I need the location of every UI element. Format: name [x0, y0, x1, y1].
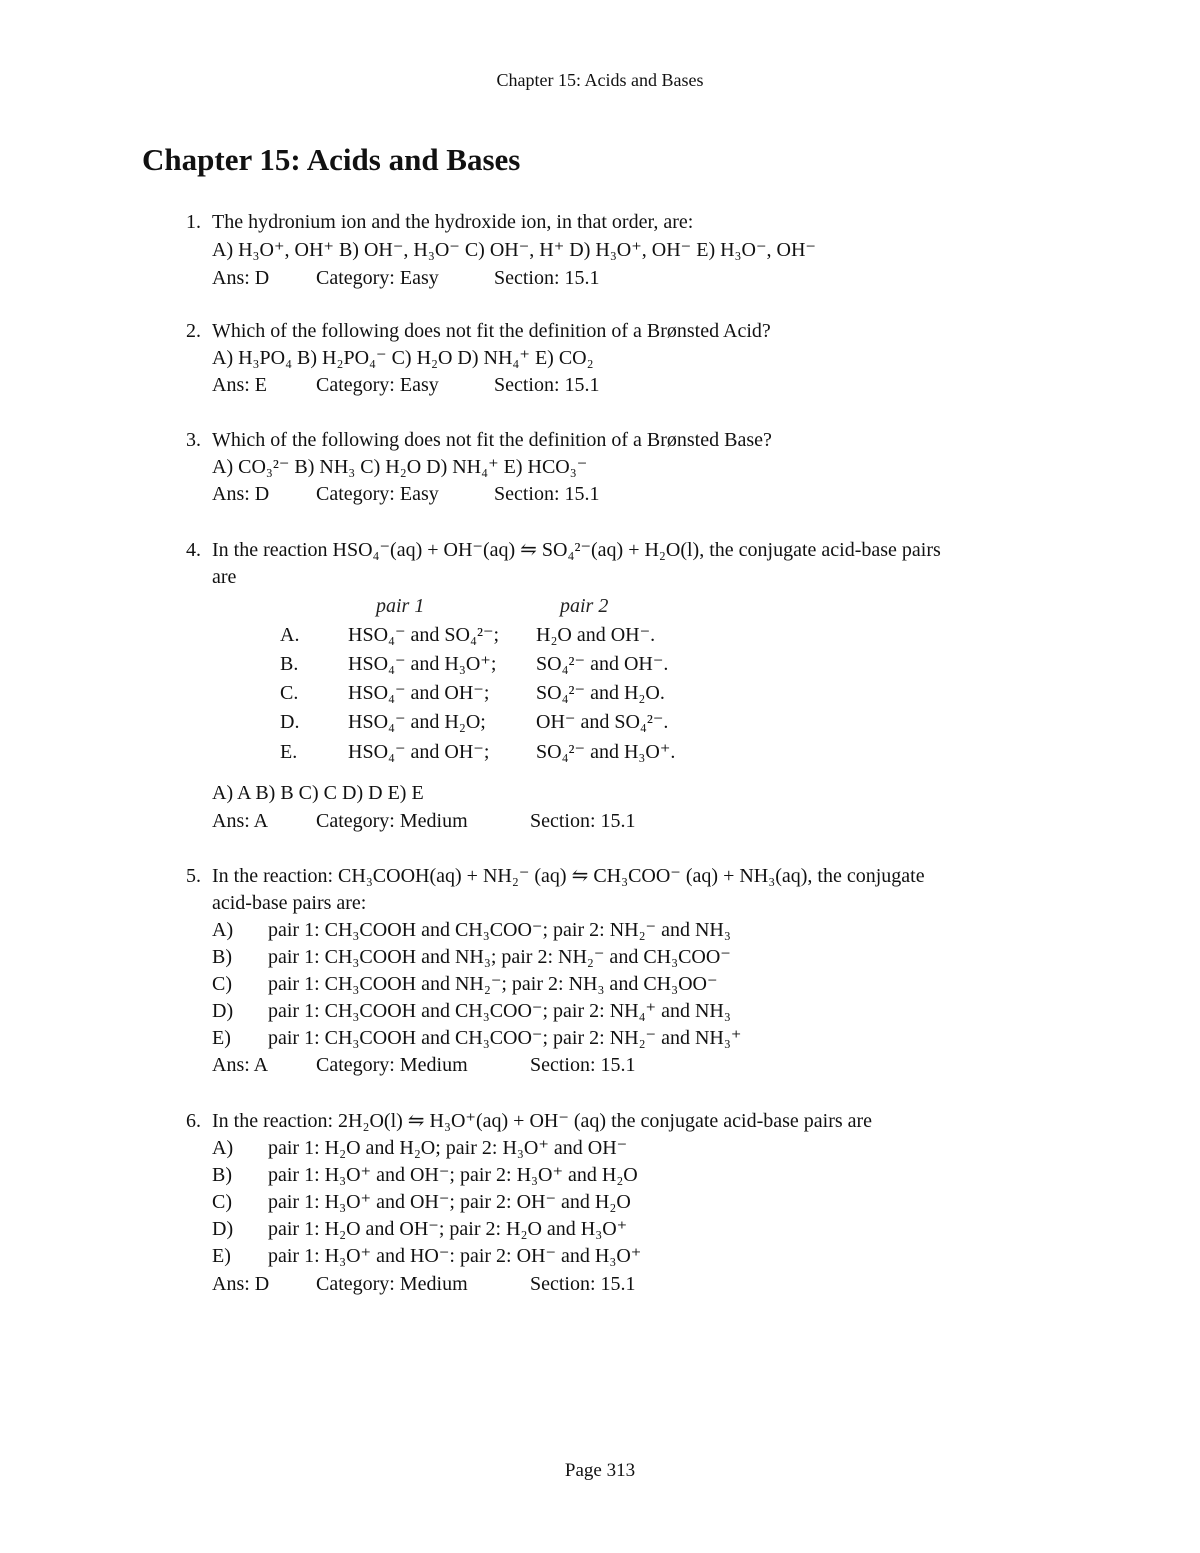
option-letter: C) — [212, 1191, 232, 1213]
option-text: pair 1: H₃O⁺ and OH⁻; pair 2: H₃O⁺ and H₂O — [268, 1164, 638, 1186]
option-text: pair 1: H₃O⁺ and HO⁻: pair 2: OH⁻ and H₃O⁺ — [268, 1245, 642, 1267]
category: Category: Medium — [316, 1273, 468, 1295]
section: Section: 15.1 — [494, 483, 600, 505]
question-5-number: 5. — [186, 865, 201, 887]
pair-2-header: pair 2 — [560, 595, 609, 617]
option-letter: E) — [212, 1245, 231, 1267]
question-4-number: 4. — [186, 539, 201, 561]
question-2-stem: Which of the following does not fit the definition of a Brønsted Acid? — [212, 320, 771, 342]
category: Category: Easy — [316, 267, 439, 289]
answer: Ans: D — [212, 267, 270, 289]
page-header: Chapter 15: Acids and Bases — [496, 70, 704, 90]
question-5-stem-line-2: acid-base pairs are: — [212, 892, 367, 914]
answer: Ans: D — [212, 1273, 270, 1295]
table-row-pair-2: OH⁻ and SO₄²⁻. — [536, 711, 669, 733]
table-row-pair-2: H₂O and OH⁻. — [536, 624, 656, 646]
table-row-pair-2: SO₄²⁻ and OH⁻. — [536, 653, 669, 675]
question-1-number: 1. — [186, 211, 201, 233]
answer: Ans: A — [212, 1054, 269, 1076]
question-4-stem-line-2: are — [212, 566, 237, 588]
category: Category: Medium — [316, 1054, 468, 1076]
answer: Ans: A — [212, 810, 269, 832]
option-letter: A) — [212, 1137, 234, 1159]
question-6-number: 6. — [186, 1110, 201, 1132]
option-letter: E) — [212, 1027, 231, 1049]
pair-1-header: pair 1 — [376, 595, 425, 617]
table-row-pair-1: HSO₄⁻ and SO₄²⁻; — [348, 624, 500, 646]
table-row-pair-2: SO₄²⁻ and H₂O. — [536, 682, 665, 704]
option-text: pair 1: CH₃COOH and CH₃COO⁻; pair 2: NH₄⁺ and NH₃ — [268, 1000, 731, 1022]
table-row-pair-1: HSO₄⁻ and H₃O⁺; — [348, 653, 497, 675]
question-3-answer-line — [212, 481, 600, 508]
option-text: pair 1: CH₃COOH and CH₃COO⁻; pair 2: NH₂⁻ and NH₃ — [268, 919, 731, 941]
question-2-answer-line — [212, 372, 600, 399]
table-row-letter: C. — [280, 682, 299, 704]
option-letter: B) — [212, 1164, 232, 1186]
question-6-stem: In the reaction: 2H₂O(l) ⇋ H₃O⁺(aq) + OH⁻ (aq) the conjugate acid-base pairs are — [212, 1110, 873, 1132]
option-letter: C) — [212, 973, 232, 995]
option-letter: B) — [212, 946, 232, 968]
question-2-choices: A) H₃PO₄ B) H₂PO₄⁻ C) H₂O D) NH₄⁺ E) CO₂ — [212, 347, 594, 369]
table-row-letter: D. — [280, 711, 300, 733]
option-text: pair 1: H₂O and H₂O; pair 2: H₃O⁺ and OH⁻ — [268, 1137, 628, 1159]
question-3-stem: Which of the following does not fit the definition of a Brønsted Base? — [212, 429, 772, 451]
table-row-letter: A. — [280, 624, 300, 646]
section: Section: 15.1 — [530, 1054, 636, 1076]
option-text: pair 1: CH₃COOH and CH₃COO⁻; pair 2: NH₂⁻ and NH₃⁺ — [268, 1027, 742, 1049]
question-2-number: 2. — [186, 320, 201, 342]
section: Section: 15.1 — [494, 267, 600, 289]
option-letter: D) — [212, 1000, 234, 1022]
category: Category: Easy — [316, 374, 439, 396]
option-text: pair 1: CH₃COOH and NH₂⁻; pair 2: NH₃ and CH₃OO⁻ — [268, 973, 718, 995]
question-4-choices: A) A B) B C) C D) D E) E — [212, 782, 424, 804]
option-text: pair 1: H₃O⁺ and OH⁻; pair 2: OH⁻ and H₂O — [268, 1191, 631, 1213]
table-row-pair-1: HSO₄⁻ and OH⁻; — [348, 682, 490, 704]
section: Section: 15.1 — [494, 374, 600, 396]
section: Section: 15.1 — [530, 810, 636, 832]
question-6-answer-line — [212, 1271, 636, 1298]
section: Section: 15.1 — [530, 1273, 636, 1295]
question-5-stem-line-1: In the reaction: CH₃COOH(aq) + NH₂⁻ (aq) ⇋ CH₃COO⁻ (aq) + NH₃(aq), the conjugate — [212, 865, 925, 887]
page-title: Chapter 15: Acids and Bases — [142, 142, 521, 177]
question-3-choices: A) CO₃²⁻ B) NH₃ C) H₂O D) NH₄⁺ E) HCO₃⁻ — [212, 456, 588, 478]
question-5-answer-line — [212, 1052, 636, 1079]
option-text: pair 1: H₂O and OH⁻; pair 2: H₂O and H₃O⁺ — [268, 1218, 628, 1240]
table-row-pair-1: HSO₄⁻ and OH⁻; — [348, 741, 490, 763]
option-letter: D) — [212, 1218, 234, 1240]
question-4-answer-line — [212, 808, 636, 835]
category: Category: Easy — [316, 483, 439, 505]
page-number: Page 313 — [564, 1460, 636, 1481]
question-3-number: 3. — [186, 429, 201, 451]
question-1-choices: A) H₃O⁺, OH⁺ B) OH⁻, H₃O⁻ C) OH⁻, H⁺ D) H₃O⁺, OH⁻ E) H₃O⁻, OH⁻ — [212, 239, 816, 261]
answer: Ans: E — [212, 374, 267, 396]
option-text: pair 1: CH₃COOH and NH₃; pair 2: NH₂⁻ and CH₃COO⁻ — [268, 946, 731, 968]
table-row-letter: E. — [280, 741, 298, 763]
answer: Ans: D — [212, 483, 270, 505]
table-row-pair-1: HSO₄⁻ and H₂O; — [348, 711, 486, 733]
question-4-stem-line-1: In the reaction HSO₄⁻(aq) + OH⁻(aq) ⇋ SO₄²⁻(aq) + H₂O(l), the conjugate acid-base pairs — [212, 539, 941, 561]
category: Category: Medium — [316, 810, 468, 832]
option-letter: A) — [212, 919, 234, 941]
question-1-stem: The hydronium ion and the hydroxide ion, in that order, are: — [212, 211, 694, 233]
table-row-pair-2: SO₄²⁻ and H₃O⁺. — [536, 741, 676, 763]
question-1-answer-line — [212, 265, 600, 292]
table-row-letter: B. — [280, 653, 299, 675]
